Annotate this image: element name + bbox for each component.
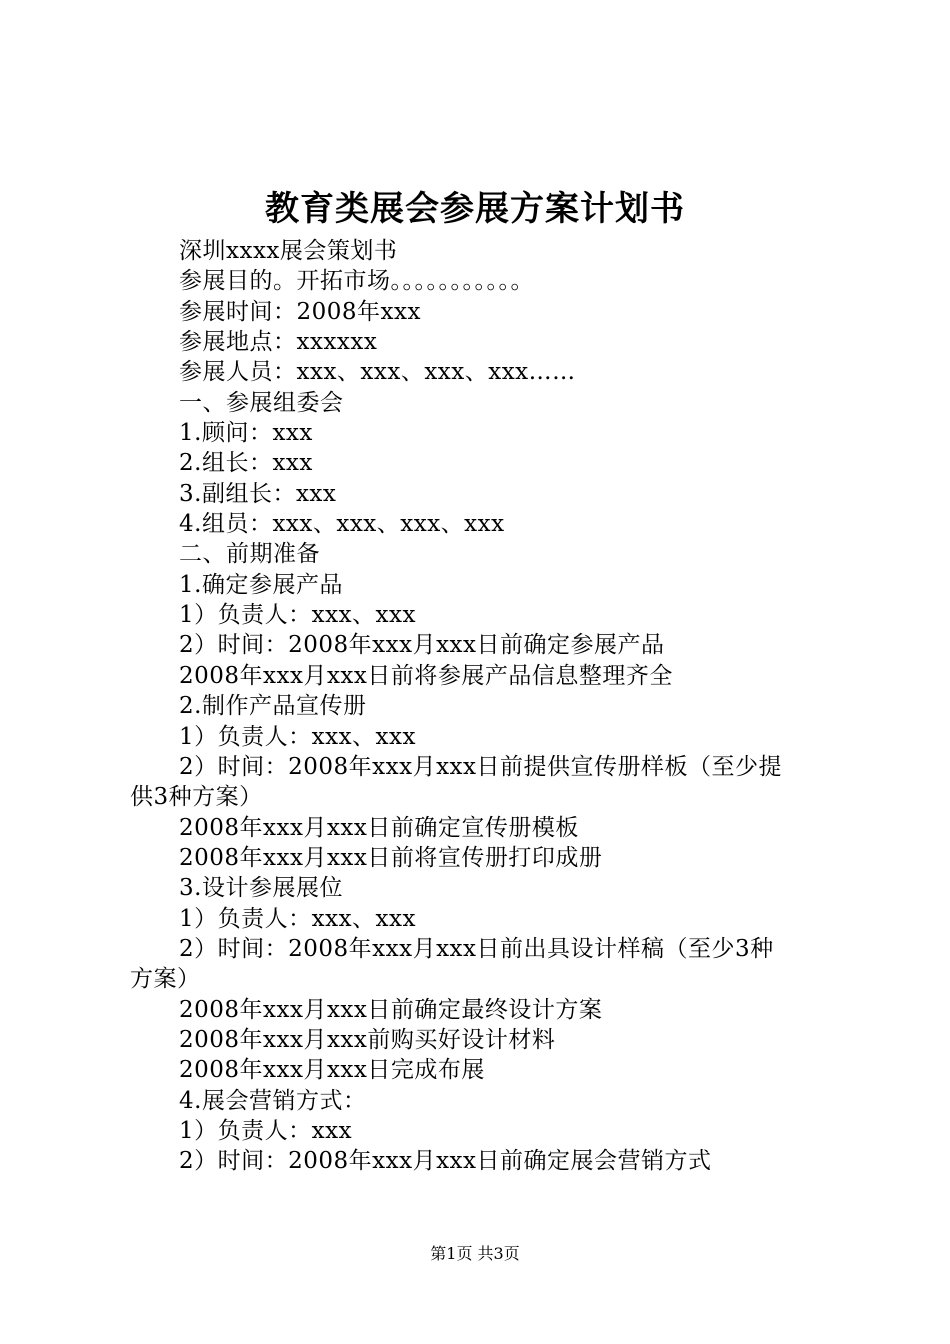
paragraph-line: 供3种方案） (130, 784, 263, 811)
paragraph-line: 1.顾问：xxx (179, 420, 313, 447)
paragraph-line: 2.制作产品宣传册 (179, 693, 367, 720)
paragraph-line: 深圳xxxx展会策划书 (179, 238, 398, 264)
paragraph-line: 2008年xxx月xxx日前确定最终设计方案 (179, 996, 603, 1023)
document-title: 教育类展会参展方案计划书 (265, 189, 685, 229)
paragraph-line: 3.设计参展展位 (179, 875, 343, 902)
paragraph-line: 1）负责人：xxx、xxx (179, 905, 416, 932)
paragraph-line: 1）负责人：xxx、xxx (179, 602, 416, 629)
paragraph-line: 2008年xxx月xxx日前确定宣传册模板 (179, 814, 579, 841)
paragraph-line: 参展地点：xxxxxx (179, 329, 378, 356)
paragraph-line: 2008年xxx月xxx日前将参展产品信息整理齐全 (179, 662, 673, 689)
paragraph-line: 2）时间：2008年xxx月xxx日前提供宣传册样板（至少提 (179, 753, 782, 780)
paragraph-line: 1.确定参展产品 (179, 571, 343, 598)
paragraph-line: 1）负责人：xxx、xxx (179, 723, 416, 750)
paragraph-line: 4.组员：xxx、xxx、xxx、xxx (179, 511, 505, 538)
paragraph-line: 4.展会营销方式： (179, 1087, 367, 1114)
page-footer: 第1页 共3页 (430, 1244, 520, 1263)
paragraph-line: 方案） (130, 966, 201, 993)
paragraph-line: 2）时间：2008年xxx月xxx日前出具设计样稿（至少3种 (179, 935, 774, 962)
paragraph-line: 1）负责人：xxx (179, 1117, 353, 1144)
paragraph-line: 二、前期准备 (179, 541, 320, 568)
paragraph-line: 2）时间：2008年xxx月xxx日前确定展会营销方式 (179, 1148, 712, 1175)
paragraph-line: 参展目的。开拓市场。。。。。。。。。。。 (179, 268, 534, 295)
paragraph-line: 2008年xxx月xxx日前将宣传册打印成册 (179, 844, 603, 871)
paragraph-line: 2008年xxx月xxx前购买好设计材料 (179, 1026, 556, 1053)
document-body (130, 236, 832, 1177)
paragraph-line: 一、参展组委会 (179, 389, 344, 416)
paragraph-line: 参展时间：2008年xxx (179, 298, 421, 325)
paragraph-line: 2008年xxx月xxx日完成布展 (179, 1057, 485, 1084)
paragraph-line: 参展人员：xxx、xxx、xxx、xxx…… (179, 359, 576, 386)
paragraph-line: 3.副组长：xxx (179, 480, 337, 507)
paragraph-line: 2）时间：2008年xxx月xxx日前确定参展产品 (179, 632, 665, 659)
paragraph-line: 2.组长：xxx (179, 450, 313, 477)
